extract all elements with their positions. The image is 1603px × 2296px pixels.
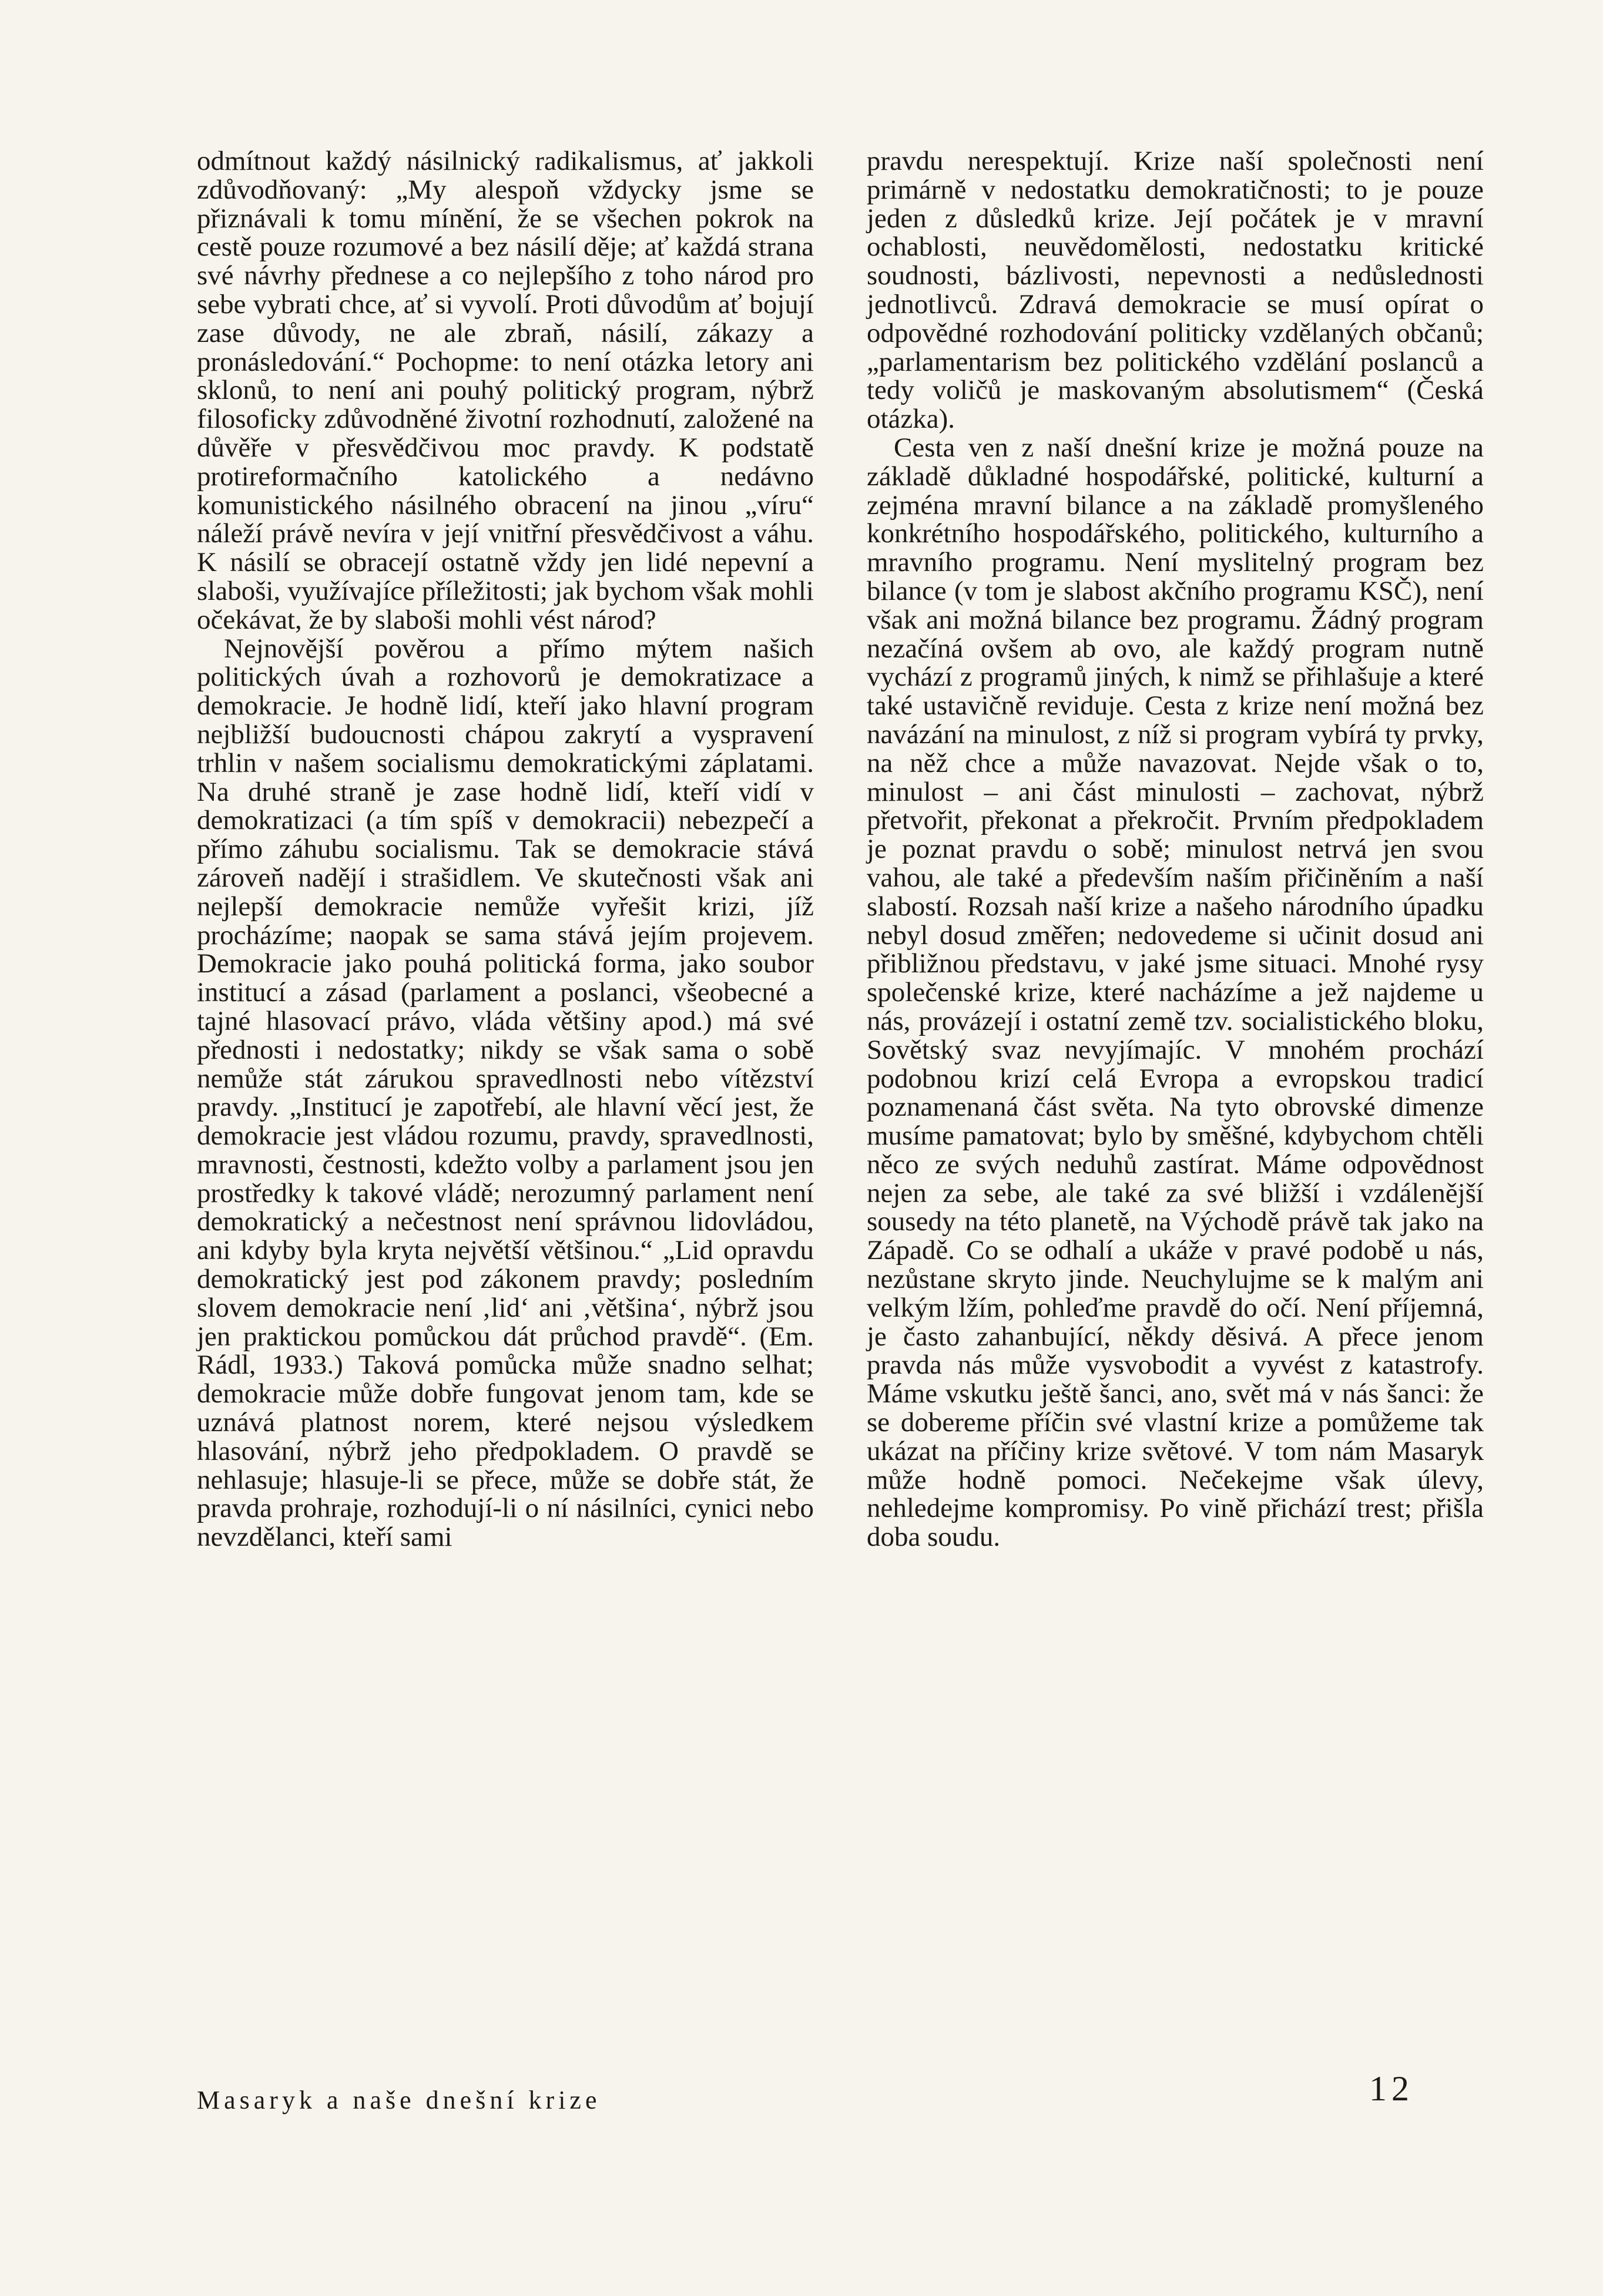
running-title: Masaryk a naše dnešní krize bbox=[197, 2086, 601, 2114]
right-text-column bbox=[867, 147, 1484, 1552]
text-paragraph: Nejnovější pověrou a přímo mýtem našich politických úvah a rozhovorů je demokratizace a demokracie. Je hodně lidí, kteří jako hlavní program nejbližší budoucnosti chápou zakrytí a vyspravení trhlin v našem socialismu demokratickými záplatami. Na druhé straně je zase hodně lidí, kteří vidí v demokratizaci (a tím spíš v demokracii) nebezpečí a přímo záhubu socialismu. Tak se demokracie stává zároveň nadějí i strašidlem. Ve skutečnosti však ani nejlepší demokracie nemůže vyřešit krizi, jíž procházíme; naopak se sama stává jejím projevem. Demokracie jako pouhá politická forma, jako soubor institucí a zásad (parlament a poslanci, všeobecné a tajné hlasovací právo, vláda většiny apod.) má své přednosti i nedostatky; nikdy se však sama o sobě nemůže stát zárukou spravedlnosti nebo vítězství pravdy. „Institucí je zapotřebí, ale hlavní věcí jest, že demokracie jest vládou rozumu, pravdy, spravedlnosti, mravnosti, čestnosti, kdežto volby a parlament jsou jen prostředky k takové vládě; nerozumný parlament není demokratický a nečestnost není správnou lidovládou, ani kdyby byla kryta největší většinou.“ „Lid opravdu demokratický jest pod zákonem pravdy; posledním slovem demokracie není ‚lid‘ ani ‚většina‘, nýbrž jsou jen praktickou pomůckou dát průchod pravdě“. (Em. Rádl, 1933.) Taková pomůcka může snadno selhat; demokracie může dobře fungovat jenom tam, kde se uznává platnost norem, které nejsou výsledkem hlasování, nýbrž jeho předpokladem. O pravdě se nehlasuje; hlasuje-li se přece, může se dobře stát, že pravda prohraje, rozhodují-li o ní násilníci, cynici nebo nevzdělanci, kteří sami bbox=[197, 633, 814, 1553]
text-paragraph: Cesta ven z naší dnešní krize je možná pouze na základě důkladné hospodářské, politické, kulturní a zejména mravní bilance a na základě promyšleného konkrétního hospodářského, politického, kulturního a mravního programu. Není myslitelný program bez bilance (v tom je slabost akčního programu KSČ), není však ani možná bilance bez programu. Žádný program nezačíná ovšem ab ovo, ale každý program nutně vychází z programů jiných, k nimž se přihlašuje a které také ustavičně reviduje. Cesta z krize není možná bez navázání na minulost, z níž si program vybírá ty prvky, na něž chce a může navazovat. Nejde však o to, minulost – ani část minulosti – zachovat, nýbrž přetvořit, překonat a překročit. Prvním předpokladem je poznat pravdu o sobě; minulost netrvá jen svou vahou, ale také a především naším přičiněním a naší slabostí. Rozsah naší krize a našeho národního úpadku nebyl dosud změřen; nedovedeme si učinit dosud ani přibližnou představu, v jaké jsme situaci. Mnohé rysy společenské krize, které nacházíme a jež najdeme u nás, provázejí i ostatní země tzv. socialistického bloku, Sovětský svaz nevyjímajíc. V mnohém prochází podobnou krizí celá Evropa a evropskou tradicí poznamenaná část světa. Na tyto obrovské dimenze musíme pamatovat; bylo by směšné, kdybychom chtěli něco ze svých neduhů zastírat. Máme odpovědnost nejen za sebe, ale také za své bližší i vzdálenější sousedy na této planetě, na Východě právě tak jako na Západě. Co se odhalí a ukáže v pravé podobě u nás, nezůstane skryto jinde. Neuchylujme se k malým ani velkým lžím, pohleďme pravdě do očí. Není příjemná, je často zahanbující, někdy děsivá. A přece jenom pravda nás může vysvobodit a vyvést z katastrofy. Máme vskutku ještě šanci, ano, svět má v nás šanci: že se dobereme příčin své vlastní krize a pomůžeme tak ukázat na příčiny krize světové. V tom nám Masaryk může hodně pomoci. Nečekejme však úlevy, nehledejme kompromisy. Po vině přichází trest; přišla doba soudu. bbox=[867, 432, 1484, 1553]
left-text-column bbox=[197, 147, 814, 1552]
text-paragraph: odmítnout každý násilnický radikalismus, ať jakkoli zdůvodňovaný: „My alespoň vždycky jsme se přiznávali k tomu mínění, že se všechen pokrok na cestě pouze rozumové a bez násilí děje; ať každá strana své návrhy přednese a co nejlepšího z toho národ pro sebe vybrati chce, ať si vyvolí. Proti důvodům ať bojují zase důvody, ne ale zbraň, násilí, zákazy a pronásledování.“ Pochopme: to není otázka letory ani sklonů, to není ani pouhý politický program, nýbrž filosoficky zdůvodněné životní rozhodnutí, založené na důvěře v přesvědčivou moc pravdy. K podstatě protireformačního katolického a nedávno komunistického násilného obracení na jinou „víru“ náleží právě nevíra v její vnitřní přesvědčivost a váhu. K násilí se obracejí ostatně vždy jen lidé nepevní a slaboši, využívajíce příležitosti; jak bychom však mohli očekávat, že by slaboši mohli vést národ? bbox=[197, 146, 814, 635]
page-number: 12 bbox=[1369, 2069, 1414, 2108]
text-paragraph: pravdu nerespektují. Krize naší společnosti není primárně v nedostatku demokratičnosti; to je pouze jeden z důsledků krize. Její počátek je v mravní ochablosti, neuvědomělosti, nedostatku kritické soudnosti, bázlivosti, nepevnosti a nedůslednosti jednotlivců. Zdravá demokracie se musí opírat o odpovědné rozhodování politicky vzdělaných občanů; „parlamentarism bez politického vzdělání poslanců a tedy voličů je maskovaným absolutismem“ (Česká otázka). bbox=[867, 146, 1484, 435]
